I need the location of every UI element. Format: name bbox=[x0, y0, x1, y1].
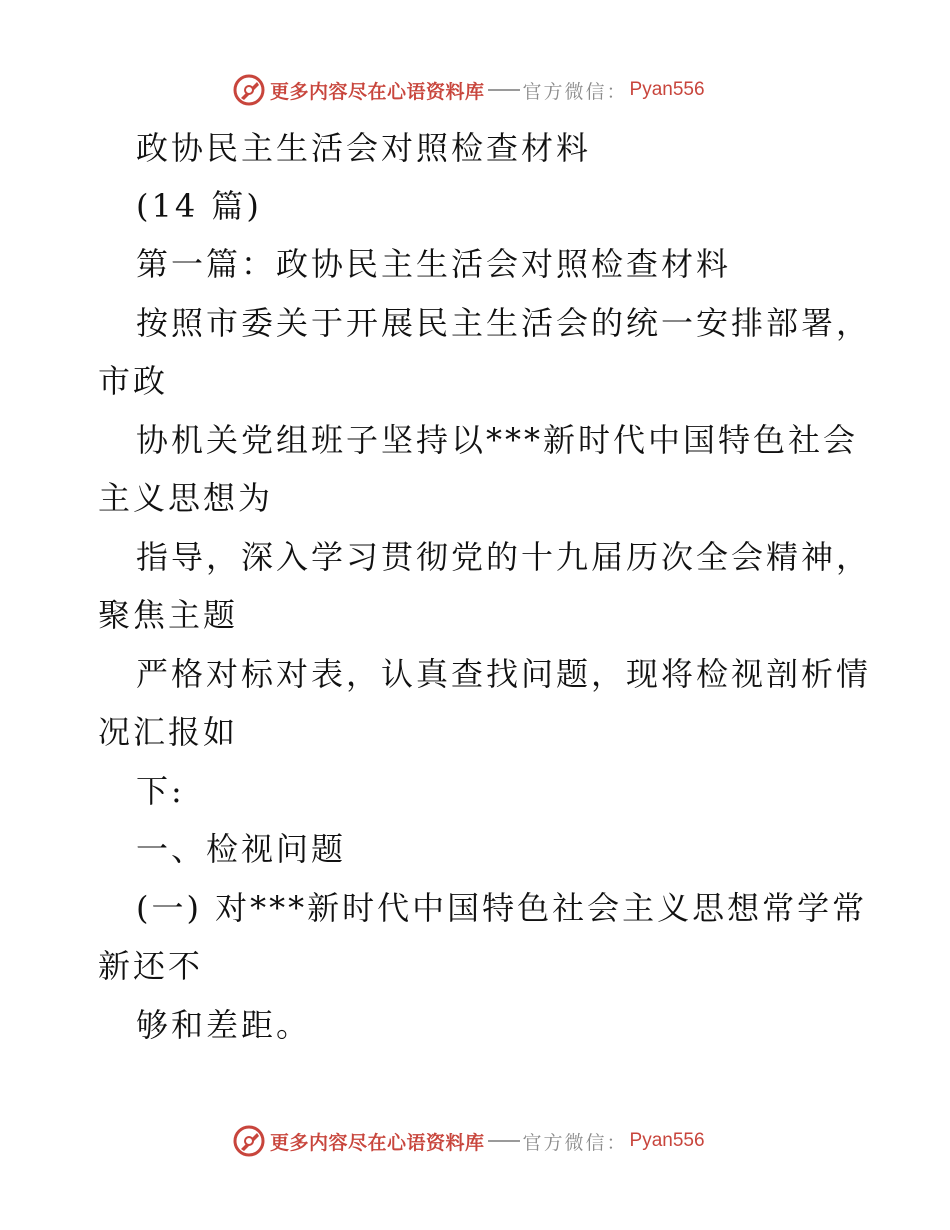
paragraph-line: 够和差距。 bbox=[136, 1006, 312, 1044]
paragraph-line: 主义思想为 bbox=[98, 479, 274, 517]
paragraph-line: 新还不 bbox=[98, 947, 204, 985]
chapter-heading: 第一篇：政协民主生活会对照检查材料 bbox=[136, 245, 732, 283]
paragraph-line: 协机关党组班子坚持以***新时代中国特色社会 bbox=[136, 421, 859, 459]
paragraph-line: 下: bbox=[136, 772, 185, 810]
watermark-account: Pyan556 bbox=[629, 79, 705, 100]
footer-watermark bbox=[232, 1124, 705, 1158]
section-heading: 一、检视问题 bbox=[136, 830, 347, 868]
quill-logo-icon bbox=[232, 73, 266, 107]
paragraph-line: 况汇报如 bbox=[98, 713, 239, 751]
subsection-heading: (一) 对***新时代中国特色社会主义思想常学常 bbox=[136, 889, 868, 927]
watermark-brand: 更多内容尽在心语资料库 bbox=[270, 1131, 485, 1154]
watermark-official-label: 官方微信： bbox=[522, 80, 628, 103]
quill-logo-icon bbox=[232, 1124, 266, 1158]
paragraph-line: 聚焦主题 bbox=[98, 596, 239, 634]
paragraph-line: 市政 bbox=[98, 362, 169, 400]
header-watermark bbox=[232, 73, 705, 107]
paragraph-line: 按照市委关于开展民主生活会的统一安排部署， bbox=[136, 304, 872, 342]
document-title: 政协民主生活会对照检查材料 bbox=[136, 129, 592, 167]
paragraph-line: 严格对标对表，认真查找问题，现将检视剖析情 bbox=[136, 655, 872, 693]
watermark-account: Pyan556 bbox=[629, 1130, 705, 1151]
watermark-dash bbox=[488, 1140, 520, 1142]
paragraph-line: 指导，深入学习贯彻党的十九届历次全会精神， bbox=[136, 538, 872, 576]
watermark-brand: 更多内容尽在心语资料库 bbox=[270, 80, 485, 103]
watermark-official-label: 官方微信： bbox=[522, 1131, 628, 1154]
watermark-dash bbox=[488, 89, 520, 91]
document-subtitle: (14 篇) bbox=[136, 187, 262, 225]
